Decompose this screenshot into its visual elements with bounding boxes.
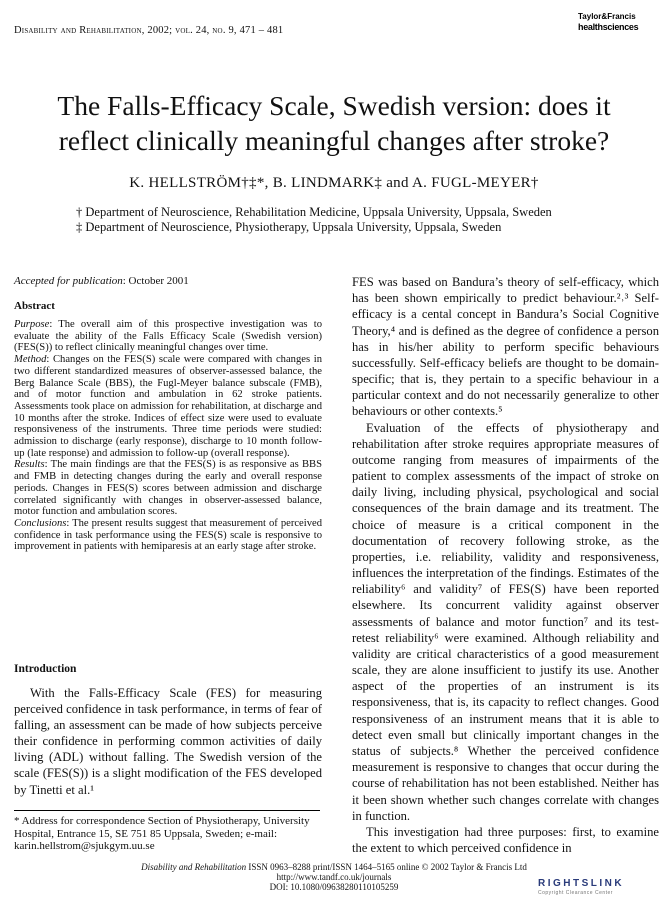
correspondence-footnote: * Address for correspondence Section of Physiotherapy, University Hospital, Entrance 15, SE 751 85 Uppsala, Sweden; e-mail: karin.hellstrom@sjukgym.uu.se <box>14 815 310 853</box>
rightslink-logo: RIGHTSLINK <box>538 878 625 889</box>
affiliation-2: ‡ Department of Neuroscience, Physiotherapy, Uppsala University, Uppsala, Sweden <box>76 220 502 234</box>
publisher-logo <box>578 12 658 32</box>
title-line-1: The Falls-Efficacy Scale, Swedish version: does it <box>57 90 611 121</box>
abstract-body <box>14 319 322 553</box>
publisher-line1: Taylor&Francis <box>578 12 636 21</box>
affiliation-1: † Department of Neuroscience, Rehabilitation Medicine, Uppsala University, Uppsala, Sweden <box>76 205 552 219</box>
introduction-heading: Introduction <box>14 663 77 675</box>
abstract-conclusions <box>14 518 322 553</box>
body-paragraph-2: Evaluation of the effects of physiotherapy and rehabilitation after stroke requires appropriate measures of outcome ranging from measures of impairments of the patient to complex assessments of the impact of stroke on daily living, including physical, psychological and social consequences of the brain damage and its treatment. The choice of measure is a critical component in the documentation of recovery following stroke, as the properties, i.e. reliability, validity and responsiveness, influences the interpretation of the findings. Estimates of the reliability⁶ and validity⁷ of FES(S) have been reported elsewhere. Its concurrent validity against observer assessments of balance and motor function⁷ and its test-retest reliability⁶ were examined. Although reliability and validity are critical characteristics of a good measurement scale, they are alone insufficient to justify its use. Another aspect of the properties of an instrument is its responsiveness, that is, its capacity to reflect changes. Good responsiveness of an instrument means that it is able to detect even small but clinically important changes in the status of subjects.⁸ Whether the perceived confidence measurement is responsive to changes that occur during the course of rehabilitation has not been established. Neither has it been shown whether such changes correlate with changes in function. <box>352 420 659 823</box>
publisher-line2: healthsciences <box>578 22 639 32</box>
footer-doi: DOI: 10.1080/09638280110105259 <box>269 882 399 892</box>
body-paragraph-1: FES was based on Bandura’s theory of self-efficacy, which has been shown empirically to predict behaviour.²˒³ Self-efficacy is a cental concept in Bandura’s Social Cognitive Theory,⁴ and is defined as the degree of confidence a person has in his/her ability to perform specific behaviours successfully. Self-efficacy beliefs are thought to be domain-specific; that is, they pertain to a specific behaviour in a particular context and do not necessarily generalize to other behaviours or other contexts.⁵ <box>352 275 659 419</box>
abstract-conclusions-label: Conclusions <box>14 517 67 529</box>
footer-journal-name: Disability and Rehabilitation <box>141 862 247 872</box>
title-line-2: reflect clinically meaningful changes after stroke? <box>58 125 610 156</box>
footer-url: http://www.tandf.co.uk/journals <box>276 872 392 882</box>
footer-issn <box>0 862 668 872</box>
abstract-results-label: Results <box>14 459 45 471</box>
abstract-purpose-label: Purpose <box>14 319 50 330</box>
abstract-method-label: Method <box>14 354 47 366</box>
abstract-results-text: : The main findings are that the FES(S) is as responsive as BBS and FMB in detecting changes during the early and overall response periods. Changes in FES(S) scores between admission and discharge correlated significantly with changes in observer-assessed balance, motor function and ambulation scores. <box>14 459 322 518</box>
abstract-heading: Abstract <box>14 300 55 312</box>
accepted-date <box>14 275 322 287</box>
abstract-method-text: : Changes on the FES(S) scale were compared with changes in two different standardized measures of observer-assessed balance, the Berg Balance Scale (BBS), the Fugl-Meyer balance subscale (FMB), and of motor function and ambulation in 62 stroke patients. Assessments took place on admission for rehabilitation, at discharge and 10 months after the stroke. Indices of effect size were used to evaluate responsiveness of the instruments. Three time periods were studied: admission to discharge (early response), discharge to 10 month follow-up (late response) and admission to follow-up (overall response). <box>14 354 322 459</box>
article-title <box>0 88 668 158</box>
footer-issn-text: ISSN 0963–8288 print/ISSN 1464–5165 online © 2002 Taylor & Francis Ltd <box>246 862 527 872</box>
accepted-label: Accepted for publication <box>14 275 123 287</box>
abstract-results <box>14 459 322 518</box>
authors: K. HELLSTRÖM†‡*, B. LINDMARK‡ and A. FUGL-MEYER† <box>129 175 539 191</box>
abstract-conclusions-text: : The present results suggest that measurement of perceived confidence in task performance using the FES(S) scale is responsive to improvement in patients with hemiparesis at an early stage after stroke. <box>14 517 322 553</box>
introduction-text-left <box>14 685 322 798</box>
accepted-value: : October 2001 <box>122 275 189 287</box>
body-paragraph-3: This investigation had three purposes: first, to examine the extent to which perceived confidence in <box>352 824 659 856</box>
journal-header: Disability and Rehabilitation, 2002; vol. 24, no. 9, 471 – 481 <box>14 25 284 36</box>
intro-paragraph: With the Falls-Efficacy Scale (FES) for measuring perceived confidence in task performance, in terms of fear of falling, an assessment can be made of how subjects perceive their confidence in performing common activities of daily living (ADL) without falling. The Swedish version of the scale (FES(S)) is a slight modification of the FES developed by Tinetti et al.¹ <box>14 686 322 797</box>
rightslink-subtitle: Copyright Clearance Center <box>538 890 613 896</box>
body-text-right <box>352 274 659 856</box>
footnote-divider <box>14 810 320 811</box>
abstract-method <box>14 354 322 459</box>
abstract-purpose <box>14 319 322 354</box>
abstract-purpose-text: : The overall aim of this prospective investigation was to evaluate the ability of the Falls Efficacy Scale (Swedish version) (FES(S)) to reflect clinically meaningful changes over time. <box>14 319 322 354</box>
